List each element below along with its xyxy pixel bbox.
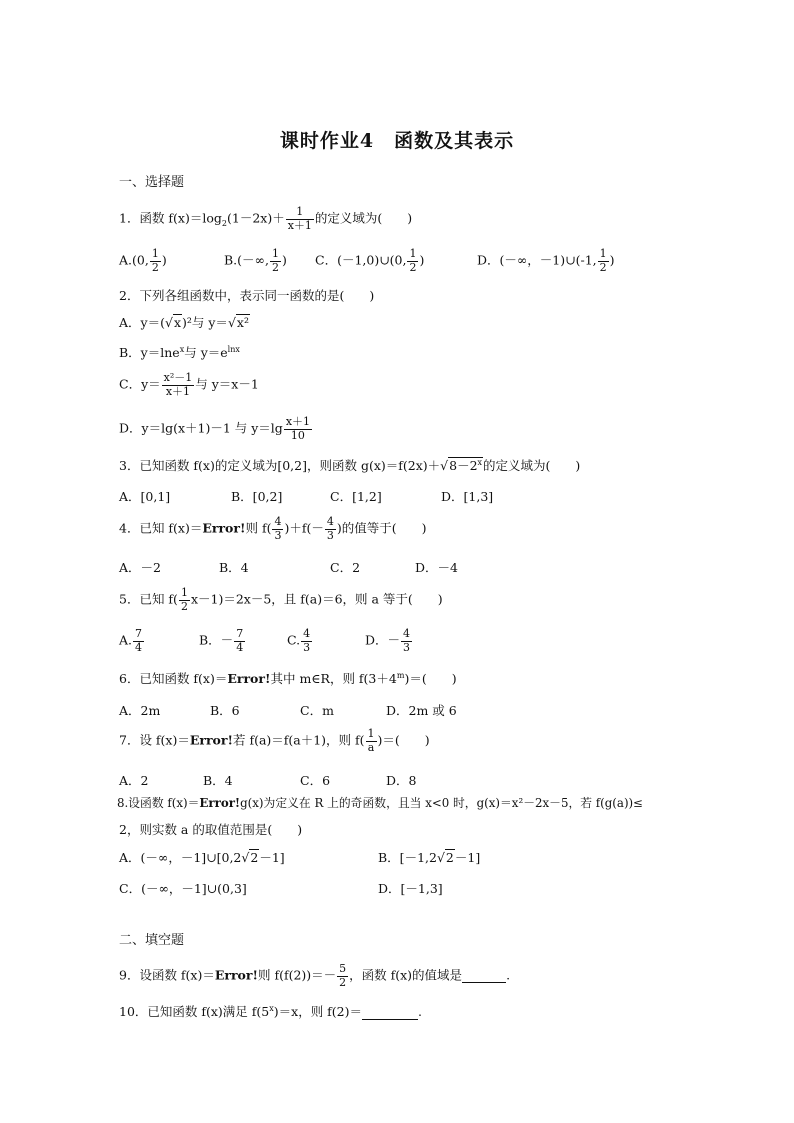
q6-option-b[interactable]: B．6 [210,703,240,718]
q1-option-b[interactable]: B.(－∞, $\frac{1}{2}$ ) [224,247,287,274]
question-5: 5．已知 f( $\frac{1}{2}$ x－1)＝2x－5，且 f(a)＝6，则 a 等于( ) [119,586,443,613]
q7-option-a[interactable]: A．2 [119,773,149,788]
q4-option-a[interactable]: A．－2 [119,560,161,575]
question-2: 2．下列各组函数中，表示同一函数的是( ) [119,288,375,303]
q5-option-d[interactable]: D．－ $\frac{4}{3}$ [365,627,411,654]
q8-option-c[interactable]: C．(－∞，－1]∪(0,3] [119,881,247,896]
q4-option-d[interactable]: D．－4 [415,560,458,575]
q3-option-d[interactable]: D．[1,3] [441,489,494,504]
question-3: 3．已知函数 f(x)的定义域为[0,2]，则函数 $g(x)=f(2x)+√8-2^x$的定义域为( ) [119,458,581,474]
q6-option-c[interactable]: C．m [300,703,334,718]
q1-option-d[interactable]: D．(－∞，－1)∪(-1, $\frac{1}{2}$ ) [477,247,615,274]
q10-answer-blank[interactable] [362,1006,418,1020]
q3-option-a[interactable]: A．[0,1] [119,489,171,504]
q5-option-a[interactable]: A. $\frac{7}{4}$ [119,627,143,654]
q4-option-b[interactable]: B．4 [219,560,249,575]
question-10: 10．已知函数 f(x)满足 $f(5^x)=x$，则 f(2)＝ . [119,1004,422,1020]
q8-option-b[interactable]: B．[－1,2√2－1] [378,850,481,865]
question-8-line2: 2，则实数 a 的取值范围是( ) [119,822,303,837]
q5-option-c[interactable]: C. $\frac{4}{3}$ [287,627,311,654]
q6-option-d[interactable]: D．2m 或 6 [386,703,457,718]
page-title: 课时作业4 函数及其表示 [279,130,515,152]
section-fill-blank: 二、填空题 [119,933,185,948]
q1-option-a[interactable]: A.(0, $\frac{1}{2}$ ) [119,247,167,274]
q6-option-a[interactable]: A．2m [119,703,161,718]
question-7: 7．设 f(x)＝Error!若 f(a)＝f(a＋1)，则 f( $\frac{1}{a}$ )＝( ) [119,727,430,754]
q7-option-b[interactable]: B．4 [203,773,233,788]
q8-option-a[interactable]: A．(－∞，－1]∪[0,2√2－1] [119,850,285,865]
q3-option-c[interactable]: C．[1,2] [330,489,382,504]
q8-option-d[interactable]: D．[－1,3] [378,881,443,896]
question-9: 9．设函数 f(x)＝Error!则 f(f(2))＝－ $\frac{5}{2}$ ，函数 f(x)的值域是 . [119,962,511,989]
q3-option-b[interactable]: B．[0,2] [231,489,283,504]
question-6: 6．已知函数 f(x)＝Error!其中 m∈R，则 $f(3+4^m)=$( ) [119,671,457,687]
question-1: 1．函数 $f(x)=\log_2(1-2x)+$ $\frac{1}{x+1}$ 的定义域为( ) [119,205,413,232]
q4-option-c[interactable]: C．2 [330,560,361,575]
q2-option-b[interactable]: B．y＝lne$^x$与 $y=e^{lnx}$ [119,345,240,361]
q7-option-c[interactable]: C．6 [300,773,331,788]
q9-answer-blank[interactable] [462,970,506,984]
question-4: 4．已知 f(x)＝Error!则 f( $\frac{4}{3}$ )＋f(－ $\frac{4}{3}$ )的值等于( ) [119,515,427,542]
question-8: 8.设函数 f(x)＝Error!g(x)为定义在 R 上的奇函数，且当 x<0 时，g(x)＝x²－2x－5，若 f(g(a))≤ [117,796,644,810]
q2-option-d[interactable]: D．y＝lg(x＋1)－1 与 y＝lg $\frac{x+1}{10}$ [119,415,311,442]
q2-option-c[interactable]: C．y＝ $\frac{\text{x²－1}}{x+1}$ 与 y＝x－1 [119,371,259,398]
q1-option-c[interactable]: C．(－1,0)∪(0, $\frac{1}{2}$ ) [315,247,425,274]
section-multiple-choice: 一、选择题 [119,175,185,190]
q5-option-b[interactable]: B．－ $\frac{7}{4}$ [199,627,244,654]
q7-option-d[interactable]: D．8 [386,773,417,788]
q2-option-a[interactable]: A．y＝(√x)²与 y＝√x² [119,315,249,330]
